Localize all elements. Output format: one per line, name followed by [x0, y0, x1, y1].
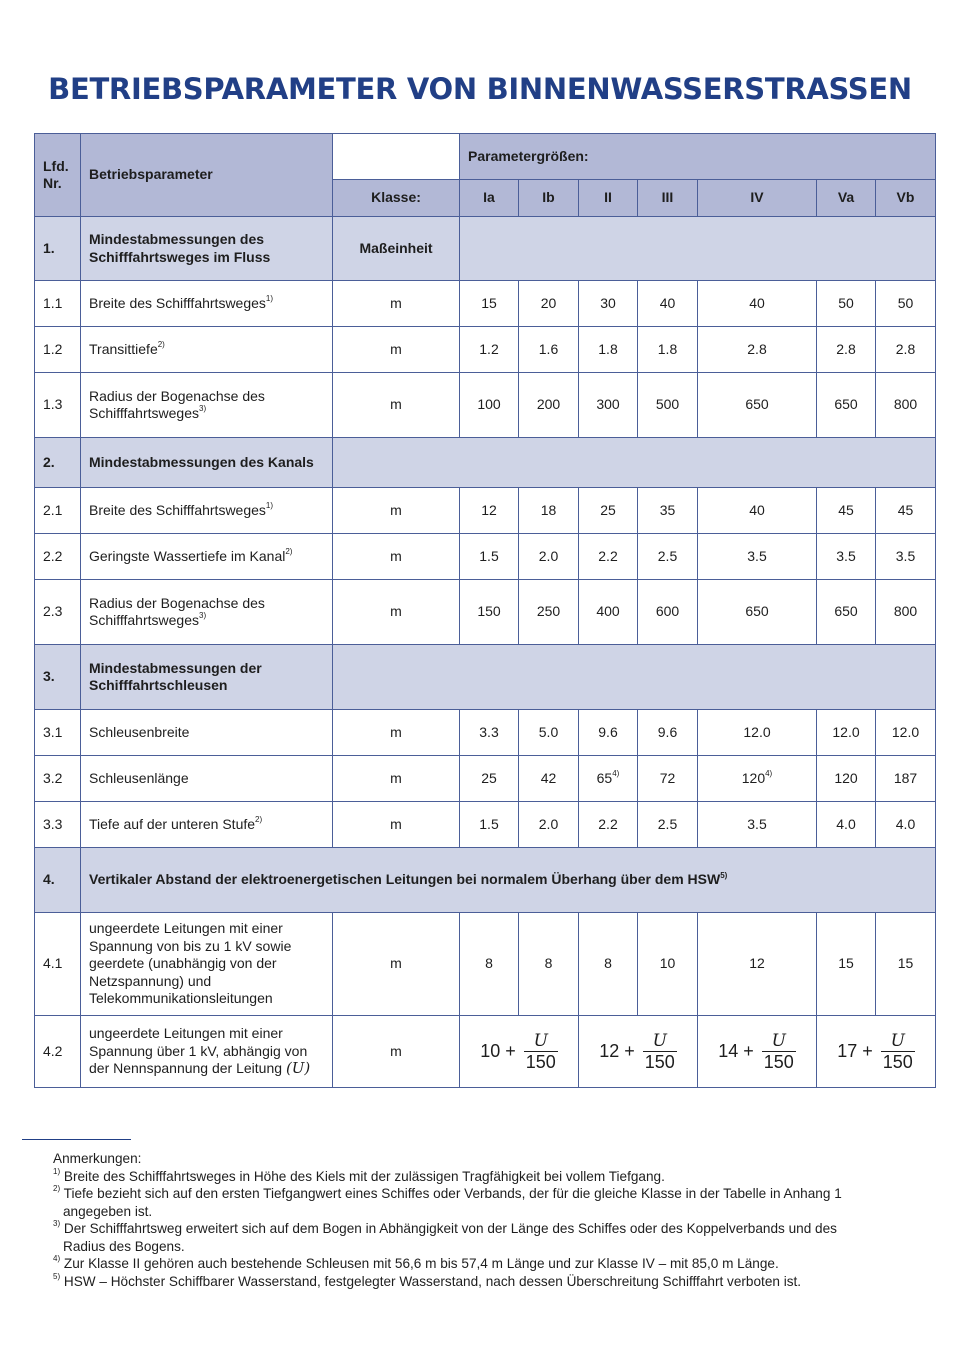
value-cell: 300: [579, 373, 638, 438]
value-cell: 42: [519, 756, 579, 802]
value-cell: 120$^{4)}$: [698, 756, 817, 802]
value-cell: 25: [460, 756, 519, 802]
class-header: Va: [817, 180, 876, 217]
header-row-1: [35, 134, 936, 180]
value-cell: 1.8: [579, 327, 638, 373]
footnote-4: $^{4)}$ Zur Klasse II gehören auch bestehende Schleusen mit 56,6 m bis 57,4 m Länge und zur Klasse IV – mit 85,0 m Länge.: [53, 1254, 779, 1271]
row-unit: m: [333, 913, 460, 1016]
footnote-ref: 5): [720, 870, 728, 880]
row-label-text: Tiefe auf der unteren Stufe: [89, 815, 256, 832]
row-unit: m: [333, 756, 460, 802]
section-fill: [460, 217, 936, 281]
row-nr: 1.3: [35, 373, 81, 438]
value-cell: 20: [519, 281, 579, 327]
footnotes: [53, 1150, 933, 1290]
section-row: [35, 438, 936, 488]
section-label: [81, 848, 936, 913]
value-cell: 1.8: [638, 327, 698, 373]
header-betriebsparameter: Betriebsparameter: [81, 134, 333, 217]
footnote-1: $^{1)}$ Breite des Schifffahrtsweges in Höhe des Kiels mit der zulässigen Tragfähigkeit bei vollem Tiefgang.: [53, 1166, 665, 1184]
row-nr: 2.3: [35, 580, 81, 645]
value-cell: 3.5: [698, 534, 817, 580]
notes-heading: Anmerkungen:: [53, 1151, 142, 1166]
value-cell: 3.5: [698, 802, 817, 848]
value-cell: 650: [817, 580, 876, 645]
table-row: [35, 327, 936, 373]
footnote-ref: 3): [199, 404, 207, 414]
table-row: [35, 534, 936, 580]
row-unit: m: [333, 580, 460, 645]
value-cell: 9.6: [638, 710, 698, 756]
header-klasse: Klasse:: [333, 180, 460, 217]
header-parametergroessen: Parametergrößen:: [460, 134, 936, 180]
section-nr: 1.: [35, 217, 81, 281]
value-cell: 2.8: [817, 327, 876, 373]
value-cell: 72: [638, 756, 698, 802]
value-cell: 8: [519, 913, 579, 1016]
value-cell: 25: [579, 488, 638, 534]
formula: 14 + $\frac{U}{150}$: [718, 1030, 794, 1072]
row-label: [81, 756, 333, 802]
value-cell: 1.2: [460, 327, 519, 373]
parameter-table: [34, 133, 936, 1088]
value-cell: 1.6: [519, 327, 579, 373]
row-label-text: Schleusenbreite: [89, 723, 190, 740]
row-nr: 3.1: [35, 710, 81, 756]
value-cell: 600: [638, 580, 698, 645]
value-cell: 3.3: [460, 710, 519, 756]
value-cell: 45: [876, 488, 936, 534]
formula-cell: [460, 1016, 579, 1088]
value-cell: 8: [460, 913, 519, 1016]
section-label: Mindestabmessungen der Schifffahrtschleusen: [81, 645, 333, 710]
class-header: Ib: [519, 180, 579, 217]
section-fill: [333, 645, 936, 710]
value-cell: 800: [876, 373, 936, 438]
value-cell: 18: [519, 488, 579, 534]
value-cell: 100: [460, 373, 519, 438]
value-cell: 40: [638, 281, 698, 327]
section-label-text: Vertikaler Abstand der elektroenergetischen Leitungen bei normalem Überhang über dem HSW: [89, 871, 721, 888]
row-nr: 3.3: [35, 802, 81, 848]
formula-cell: [817, 1016, 936, 1088]
value-cell: 9.6: [579, 710, 638, 756]
section-nr: 3.: [35, 645, 81, 710]
value-cell: 50: [817, 281, 876, 327]
value-cell: 2.8: [876, 327, 936, 373]
value-cell: 15: [876, 913, 936, 1016]
value-cell: 12: [460, 488, 519, 534]
page-title: BETRIEBSPARAMETER VON BINNENWASSERSTRASSEN: [48, 72, 912, 106]
value-cell: 4.0: [876, 802, 936, 848]
table-row: [35, 756, 936, 802]
row-unit: m: [333, 1016, 460, 1088]
row-nr: 3.2: [35, 756, 81, 802]
value-cell: 12: [698, 913, 817, 1016]
table-row: [35, 580, 936, 645]
table-row: [35, 373, 936, 438]
row-label-text: Breite des Schifffahrtsweges: [89, 294, 266, 311]
formula-cell: [579, 1016, 698, 1088]
value-cell: 1.5: [460, 802, 519, 848]
row-label: [81, 580, 333, 645]
value-cell: 50: [876, 281, 936, 327]
table-row: [35, 710, 936, 756]
section-label: Mindestabmessungen des Kanals: [81, 438, 333, 488]
value-cell: 650: [698, 580, 817, 645]
table-row-formula: [35, 1016, 936, 1088]
value-cell: 400: [579, 580, 638, 645]
value-cell: 15: [817, 913, 876, 1016]
value-cell: 2.8: [698, 327, 817, 373]
row-unit: m: [333, 373, 460, 438]
row-nr: 1.1: [35, 281, 81, 327]
footnote-divider: [22, 1139, 131, 1140]
value-cell: 40: [698, 488, 817, 534]
value-cell: 12.0: [876, 710, 936, 756]
value-cell: 8: [579, 913, 638, 1016]
footnote-ref: 2): [285, 547, 293, 557]
footnote-ref: 1): [265, 501, 274, 511]
value-cell: 250: [519, 580, 579, 645]
row-unit: m: [333, 802, 460, 848]
value-cell: 40: [698, 281, 817, 327]
footnote-2-cont: angegeben ist.: [63, 1203, 153, 1219]
row-label: [81, 913, 333, 1016]
row-label: [81, 534, 333, 580]
value-cell: 800: [876, 580, 936, 645]
value-cell: 2.0: [519, 802, 579, 848]
value-cell: 120: [817, 756, 876, 802]
footnote-2: $^{2)}$ Tiefe bezieht sich auf den ersten Tiefgangwert eines Schiffes oder Verbands, der für die gleiche Klasse in der Tabelle in Anhang 1: [53, 1184, 842, 1201]
footnote-3: $^{3)}$ Der Schifffahrtsweg erweitert sich auf dem Bogen in Abhängigkeit von der Länge des Schiffes oder des Koppelverbands und des: [53, 1219, 837, 1236]
formula: 10 + $\frac{U}{150}$: [480, 1030, 556, 1072]
section-nr: 2.: [35, 438, 81, 488]
class-header: II: [579, 180, 638, 217]
row-nr: 1.2: [35, 327, 81, 373]
footnote-ref: 4): [765, 769, 773, 779]
class-header: Vb: [876, 180, 936, 217]
value-cell: 12.0: [817, 710, 876, 756]
formula: 12 + $\frac{U}{150}$: [599, 1030, 675, 1072]
value-cell: 650: [698, 373, 817, 438]
value-cell: 2.2: [579, 802, 638, 848]
footnote-ref: 2): [255, 815, 263, 825]
row-label: [81, 373, 333, 438]
row-unit: m: [333, 281, 460, 327]
row-label-text: Geringste Wassertiefe im Kanal: [89, 547, 286, 564]
unit-header: Maßeinheit: [333, 217, 460, 281]
section-fill: [333, 438, 936, 488]
value-cell: 3.5: [876, 534, 936, 580]
section-row: [35, 848, 936, 913]
row-nr: 2.2: [35, 534, 81, 580]
row-label: [81, 1016, 333, 1088]
row-label-text: Transittiefe: [89, 340, 158, 357]
row-unit: m: [333, 327, 460, 373]
row-nr: 2.1: [35, 488, 81, 534]
formula: 17 + $\frac{U}{150}$: [837, 1030, 913, 1072]
value-cell: 2.2: [579, 534, 638, 580]
voltage-variable: (U): [285, 1059, 311, 1078]
footnote-ref: 1): [265, 294, 274, 304]
value-cell: 30: [579, 281, 638, 327]
row-label-text: ungeerdete Leitungen mit einer Spannung über 1 kV, abhängig von der Nennspannung der Leitung: [89, 1025, 308, 1077]
row-label: [81, 710, 333, 756]
row-label: [81, 488, 333, 534]
value-cell: 4.0: [817, 802, 876, 848]
header-lfd-nr: Lfd. Nr.: [35, 134, 81, 217]
value-cell: 1.5: [460, 534, 519, 580]
row-nr: 4.2: [35, 1016, 81, 1088]
value-cell: 35: [638, 488, 698, 534]
section-label: Mindestabmessungen des Schifffahrtsweges im Fluss: [81, 217, 333, 281]
row-label: [81, 327, 333, 373]
header-empty-cell: [333, 134, 460, 180]
value-cell: 2.5: [638, 534, 698, 580]
footnote-ref: 3): [199, 611, 207, 621]
row-unit: m: [333, 534, 460, 580]
value-cell: 2.5: [638, 802, 698, 848]
footnote-5: $^{5)}$ HSW – Höchster Schiffbarer Wasserstand, festgelegter Wasserstand, nach dessen Überschreitung Schifffahrt verboten ist.: [53, 1271, 802, 1289]
value-cell: 150: [460, 580, 519, 645]
table-row: [35, 488, 936, 534]
row-nr: 4.1: [35, 913, 81, 1016]
table-row: [35, 802, 936, 848]
section-nr: 4.: [35, 848, 81, 913]
value-cell: 45: [817, 488, 876, 534]
value-cell: 2.0: [519, 534, 579, 580]
row-unit: m: [333, 710, 460, 756]
value-cell: 15: [460, 281, 519, 327]
row-label: [81, 802, 333, 848]
row-label-text: Radius der Bogenachse des Schifffahrtsweges: [89, 594, 265, 628]
class-header: IV: [698, 180, 817, 217]
row-label-text: Schleusenlänge: [89, 769, 189, 786]
section-row: [35, 217, 936, 281]
row-label: [81, 281, 333, 327]
value-cell: 500: [638, 373, 698, 438]
footnote-ref: 2): [157, 340, 165, 350]
value-cell: 650: [817, 373, 876, 438]
table-row: [35, 913, 936, 1016]
value-cell: 200: [519, 373, 579, 438]
value-cell: 65$^{4)}$: [579, 756, 638, 802]
footnote-3-cont: Radius des Bogens.: [63, 1238, 185, 1254]
value-cell: 187: [876, 756, 936, 802]
row-label-text: Breite des Schifffahrtsweges: [89, 501, 266, 518]
table-row: [35, 281, 936, 327]
value-cell: 5.0: [519, 710, 579, 756]
class-header: III: [638, 180, 698, 217]
value-cell: 3.5: [817, 534, 876, 580]
value-cell: 12.0: [698, 710, 817, 756]
row-label-text: ungeerdete Leitungen mit einer Spannung von bis zu 1 kV sowie geerdete (unabhängig von der Netzspannung) und Telekommunikationsleitungen: [89, 920, 292, 1007]
formula-cell: [698, 1016, 817, 1088]
class-header: Ia: [460, 180, 519, 217]
value-cell: 10: [638, 913, 698, 1016]
footnote-ref: 4): [612, 769, 620, 779]
row-label-text: Radius der Bogenachse des Schifffahrtsweges: [89, 387, 265, 421]
section-row: [35, 645, 936, 710]
row-unit: m: [333, 488, 460, 534]
